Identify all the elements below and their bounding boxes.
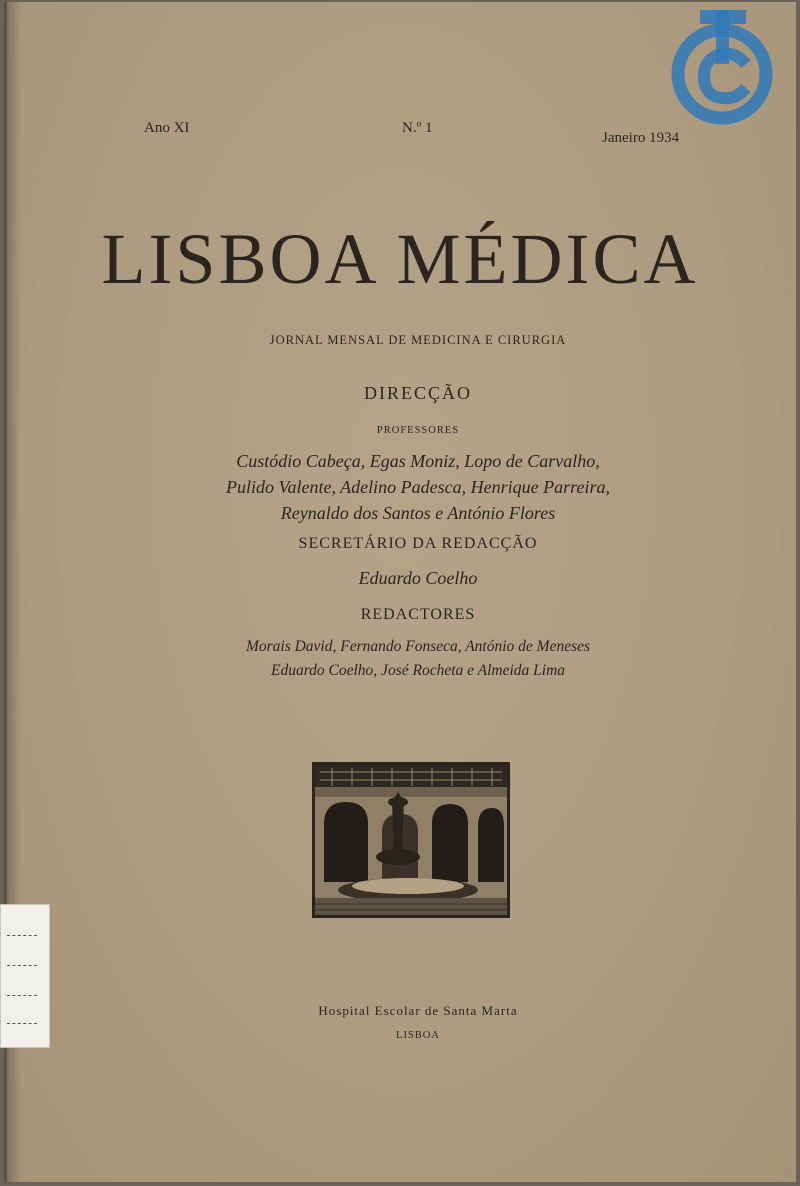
shelf-label — [0, 904, 50, 1048]
secretario-heading: SECRETÁRIO DA REDACÇÃO — [298, 535, 538, 552]
professores-label: PROFESSORES — [376, 425, 460, 436]
directors-line-3: Reynaldo dos Santos e António Flores — [280, 503, 556, 523]
publisher-name: Hospital Escolar de Santa Marta — [318, 1003, 518, 1018]
redactores-heading: REDACTORES — [360, 606, 476, 623]
redactores-line-1: Morais David, Fernando Fonseca, António de Meneses — [245, 638, 591, 655]
direccao-heading: DIRECÇÃO — [363, 383, 472, 403]
directors-list — [0, 448, 800, 526]
shelf-label-line — [7, 935, 37, 936]
directors-line-1: Custódio Cabeça, Egas Moniz, Lopo de Carvalho, — [236, 451, 600, 471]
library-stamp-icon — [664, 4, 776, 130]
directors-line-2: Pulido Valente, Adelino Padesca, Henrique Parreira, — [226, 477, 610, 497]
journal-subtitle: JORNAL MENSAL DE MEDICINA E CIRURGIA — [269, 333, 567, 347]
redactores-list — [0, 635, 800, 683]
redactores-line-2: Eduardo Coelho, José Rocheta e Almeida Lima — [270, 662, 566, 679]
shelf-label-line — [7, 995, 37, 996]
shelf-label-line — [7, 1023, 37, 1024]
journal-title: LISBOA MÉDICA — [101, 219, 699, 299]
secretario-name: Eduardo Coelho — [358, 568, 478, 588]
issue-date: Janeiro 1934 — [602, 130, 680, 146]
volume-year: Ano XI — [144, 120, 190, 136]
issue-number: N.º 1 — [402, 120, 433, 136]
cloister-engraving-image — [312, 762, 510, 918]
shelf-label-line — [7, 965, 37, 966]
publisher-city: LISBOA — [396, 1030, 440, 1041]
